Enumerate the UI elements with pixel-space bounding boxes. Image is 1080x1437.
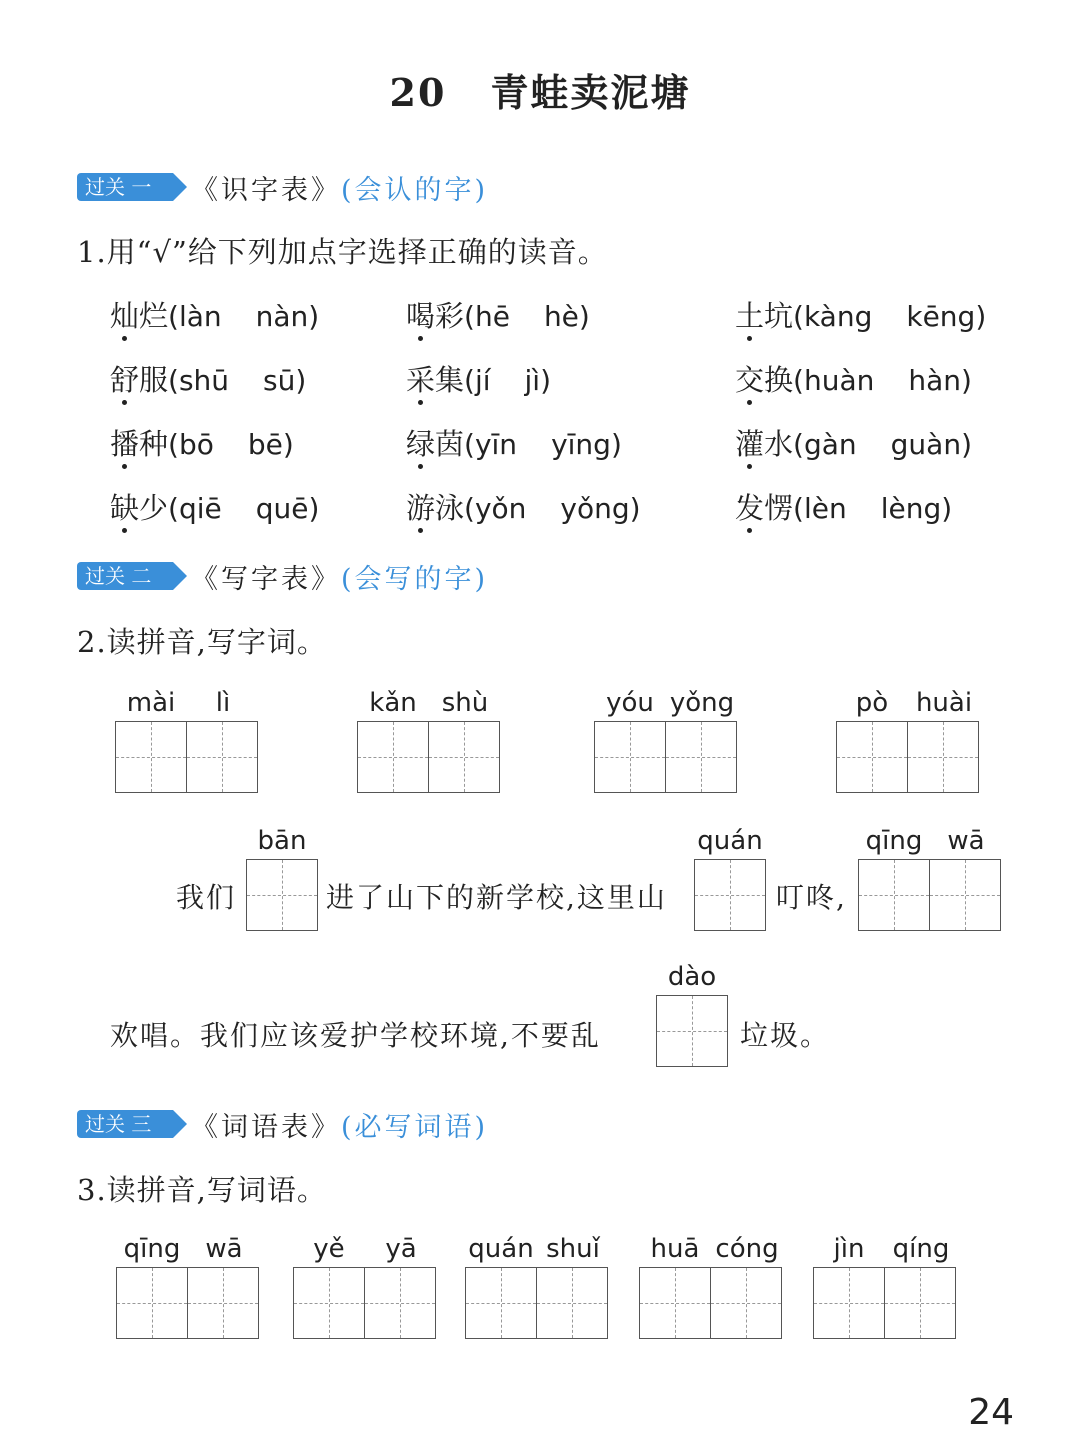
item-word: 游泳	[406, 491, 465, 525]
writing-box[interactable]	[884, 1267, 956, 1339]
section-3-title-text: 《词语表》	[191, 1111, 341, 1143]
option-1[interactable]: shū	[178, 364, 230, 397]
emphasis-dot	[418, 528, 423, 533]
sentence-part-4: 欢唱。我们应该爱护学校环境,不要乱	[110, 1019, 601, 1052]
word-pinyin: mài	[126, 688, 176, 718]
emphasis-dot	[747, 528, 752, 533]
option-1[interactable]: qiē	[178, 492, 222, 525]
item-close-paren: )	[610, 428, 622, 461]
option-1[interactable]: gàn	[803, 428, 857, 461]
item-word: 缺少	[110, 491, 169, 525]
pronunciation-item	[735, 358, 972, 399]
item-close-paren: )	[961, 364, 972, 397]
blank-1-pinyin: bān	[257, 826, 307, 856]
writing-box[interactable]	[428, 721, 500, 793]
option-2[interactable]: lèng	[880, 492, 942, 525]
option-1[interactable]: hē	[474, 300, 510, 333]
section-1-header	[77, 171, 489, 206]
word-pinyin: huài	[915, 688, 973, 718]
item-open-paren: (	[168, 428, 179, 461]
option-2[interactable]: nàn	[255, 300, 309, 333]
word-pinyin: huā	[650, 1234, 700, 1264]
option-2[interactable]: hàn	[908, 364, 962, 397]
item-open-paren: (	[793, 364, 804, 397]
emphasis-dot	[418, 464, 423, 469]
section-2-title-text: 《写字表》	[191, 563, 341, 595]
option-2[interactable]: yīng	[551, 428, 611, 461]
writing-box[interactable]	[836, 721, 908, 793]
word-pinyin: yóu	[606, 688, 654, 718]
item-word: 灌水	[735, 427, 794, 461]
item-open-paren: (	[793, 300, 804, 333]
option-2[interactable]: quē	[255, 492, 309, 525]
blank-2-writing-box[interactable]	[694, 859, 766, 931]
section-2-header	[77, 560, 489, 595]
item-word: 播种	[110, 427, 169, 461]
sentence-part-1: 我们	[176, 881, 237, 914]
section-2-note: (会写的字)	[341, 563, 489, 595]
emphasis-dot	[122, 336, 127, 341]
blank-3a-writing-box[interactable]	[858, 859, 930, 931]
pronunciation-item	[406, 358, 551, 399]
blank-3b-writing-box[interactable]	[929, 859, 1001, 931]
emphasis-dot	[122, 528, 127, 533]
lesson-title	[0, 62, 1080, 117]
item-word: 交换	[735, 363, 794, 397]
option-2[interactable]: sū	[263, 364, 296, 397]
item-open-paren: (	[793, 492, 804, 525]
writing-box[interactable]	[357, 721, 429, 793]
writing-box[interactable]	[907, 721, 979, 793]
pronunciation-item	[110, 486, 319, 527]
item-word: 发愣	[735, 491, 794, 525]
section-1-note: (会认的字)	[341, 174, 489, 206]
item-word: 喝彩	[406, 299, 465, 333]
option-1[interactable]: jí	[474, 364, 491, 397]
writing-box[interactable]	[465, 1267, 537, 1339]
section-3-tag: 过关 三	[77, 1110, 173, 1138]
section-1-tag: 过关 一	[77, 173, 173, 201]
item-close-paren: )	[941, 492, 953, 525]
item-close-paren: )	[295, 364, 307, 397]
section-1-title	[191, 168, 488, 207]
word-pinyin: quán	[468, 1234, 534, 1264]
option-1[interactable]: yīn	[474, 428, 518, 461]
sentence-part-3: 叮咚,	[776, 881, 847, 914]
blank-2-pinyin: quán	[697, 826, 763, 856]
item-word: 绿茵	[406, 427, 465, 461]
section-3-header	[77, 1108, 489, 1143]
section-2-title	[191, 557, 488, 596]
item-word: 土坑	[735, 299, 794, 333]
blank-4-pinyin: dào	[667, 962, 717, 992]
option-2[interactable]: kēng	[906, 300, 976, 333]
option-2[interactable]: hè	[543, 300, 579, 333]
word-pinyin: cóng	[715, 1234, 779, 1264]
option-1[interactable]: làn	[178, 300, 222, 333]
option-1[interactable]: kàng	[803, 300, 873, 333]
item-close-paren: )	[282, 428, 294, 461]
item-open-paren: (	[168, 364, 179, 397]
sentence-part-5: 垃圾。	[740, 1019, 831, 1052]
item-open-paren: (	[168, 492, 179, 525]
item-open-paren: (	[464, 428, 475, 461]
option-1[interactable]: lèn	[803, 492, 847, 525]
word-pinyin: qīng	[123, 1234, 181, 1264]
word-pinyin: pò	[855, 688, 889, 718]
emphasis-dot	[122, 464, 127, 469]
item-open-paren: (	[464, 364, 475, 397]
pronunciation-item	[735, 294, 986, 335]
pronunciation-item	[110, 358, 306, 399]
word-pinyin: yǒng	[669, 688, 735, 718]
item-word: 灿烂	[110, 299, 169, 333]
blank-1-writing-box[interactable]	[246, 859, 318, 931]
option-2[interactable]: jì	[524, 364, 541, 397]
section-1-title-text: 《识字表》	[191, 174, 341, 206]
emphasis-dot	[747, 400, 752, 405]
option-1[interactable]: bō	[178, 428, 214, 461]
word-pinyin: jìn	[833, 1234, 865, 1264]
writing-box[interactable]	[293, 1267, 365, 1339]
question-3-prompt: 3.读拼音,写词语。	[77, 1173, 327, 1207]
blank-3a-pinyin: qīng	[865, 826, 923, 856]
item-word: 舒服	[110, 363, 169, 397]
emphasis-dot	[418, 336, 423, 341]
word-pinyin: lì	[215, 688, 231, 718]
item-open-paren: (	[793, 428, 804, 461]
option-2[interactable]: yǒng	[560, 492, 630, 525]
emphasis-dot	[747, 464, 752, 469]
section-3-title	[191, 1105, 488, 1144]
word-pinyin: shuǐ	[546, 1234, 600, 1264]
writing-box[interactable]	[187, 1267, 259, 1339]
pronunciation-item	[406, 294, 590, 335]
section-3-note: (必写词语)	[341, 1111, 489, 1143]
word-pinyin: wā	[205, 1234, 243, 1264]
writing-box[interactable]	[665, 721, 737, 793]
word-pinyin: qíng	[892, 1234, 950, 1264]
pronunciation-item	[110, 294, 319, 335]
option-2[interactable]: bē	[247, 428, 283, 461]
writing-box[interactable]	[813, 1267, 885, 1339]
writing-box[interactable]	[364, 1267, 436, 1339]
writing-box[interactable]	[186, 721, 258, 793]
pronunciation-item	[406, 422, 622, 463]
item-word: 采集	[406, 363, 465, 397]
pronunciation-item	[735, 486, 952, 527]
word-pinyin: yā	[385, 1234, 417, 1264]
pronunciation-item	[406, 486, 641, 527]
item-close-paren: )	[961, 428, 973, 461]
word-pinyin: yě	[313, 1234, 345, 1264]
item-close-paren: )	[540, 364, 552, 397]
pronunciation-item	[110, 422, 294, 463]
emphasis-dot	[747, 336, 752, 341]
emphasis-dot	[418, 400, 423, 405]
writing-box[interactable]	[594, 721, 666, 793]
item-close-paren: )	[308, 492, 320, 525]
word-pinyin: shù	[441, 688, 489, 718]
item-close-paren: )	[308, 300, 320, 333]
lesson-name: 青蛙卖泥塘	[490, 70, 691, 115]
pronunciation-item	[735, 422, 972, 463]
blank-3b-pinyin: wā	[947, 826, 985, 856]
blank-4-writing-box[interactable]	[656, 995, 728, 1067]
item-open-paren: (	[464, 492, 475, 525]
item-close-paren: )	[629, 492, 641, 525]
writing-box[interactable]	[710, 1267, 782, 1339]
item-open-paren: (	[464, 300, 475, 333]
emphasis-dot	[122, 400, 127, 405]
option-1[interactable]: huàn	[803, 364, 875, 397]
page-number: 24	[968, 1392, 1014, 1433]
writing-box[interactable]	[115, 721, 187, 793]
sentence-part-2: 进了山下的新学校,这里山	[326, 881, 667, 914]
option-1[interactable]: yǒn	[474, 492, 527, 525]
question-2-prompt: 2.读拼音,写字词。	[77, 625, 327, 659]
option-2[interactable]: guàn	[890, 428, 962, 461]
writing-box[interactable]	[536, 1267, 608, 1339]
question-1-prompt: 1.用“√”给下列加点字选择正确的读音。	[77, 235, 608, 269]
writing-box[interactable]	[639, 1267, 711, 1339]
section-2-tag: 过关 二	[77, 562, 173, 590]
item-open-paren: (	[168, 300, 179, 333]
word-pinyin: kǎn	[369, 688, 417, 718]
writing-box[interactable]	[116, 1267, 188, 1339]
lesson-number: 20	[389, 70, 447, 115]
item-close-paren: )	[975, 300, 987, 333]
item-close-paren: )	[578, 300, 590, 333]
